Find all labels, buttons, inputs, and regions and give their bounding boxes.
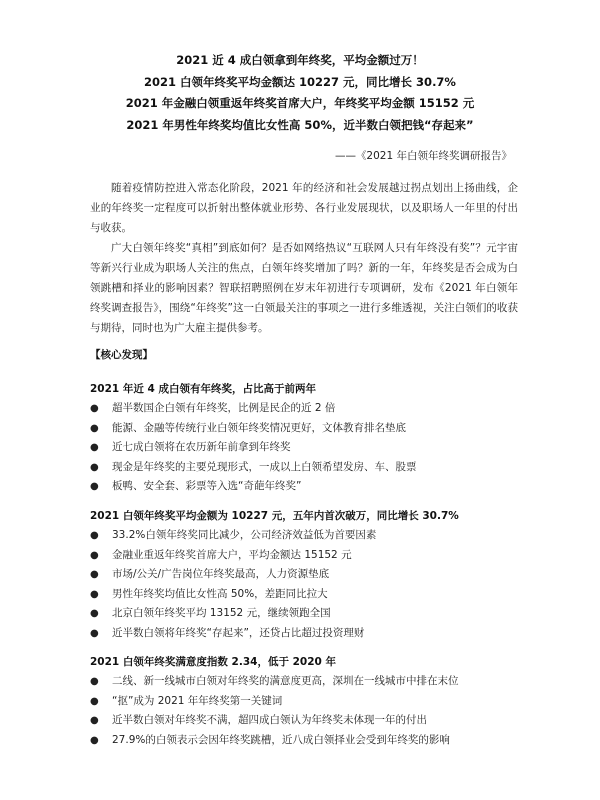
finding-list [90, 399, 417, 497]
list-item [90, 399, 417, 419]
list-item [90, 731, 459, 751]
list-item-text: 33.2%白领年终奖同比减少，公司经济效益低为首要因素 [112, 529, 377, 541]
list-item-text: 金融业重返年终奖首席大户，平均金额达 15152 元 [112, 548, 352, 561]
headline: 2021 年男性年终奖均值比女性高 50%，近半数白领把钱“存起来” [126, 117, 474, 132]
bullet-icon: ● [90, 461, 99, 473]
finding-heading: 2021 白领年终奖平均金额为 10227 元，五年内首次破万，同比增长 30.7% [90, 510, 459, 522]
list-item-text: 近半数白领将年终奖“存起来”，还贷占比超过投资理财 [112, 626, 365, 639]
list-item-text: 二线、新一线城市白领对年终奖的满意度更高，深圳在一线城市中排在末位 [112, 675, 459, 687]
bullet-icon: ● [90, 481, 99, 492]
list-item [90, 546, 376, 566]
intro-paragraph: 随着疫情防控进入常态化阶段，2021 年的经济和社会发展越过拐点划出上扬曲线，企业的年终奖一定程度可以折射出整体就业形势、各行业发展现状，以及职场人一年里的付出与收获。 [90, 182, 518, 234]
list-item [90, 624, 376, 644]
list-item [90, 419, 417, 439]
intro-paragraph: 广大白领年终奖“真相”到底如何？是否如网络热议“互联网人只有年终没有奖”？元宇宙等新兴行业成为职场人关注的焦点，白领年终奖增加了吗？新的一年，年终奖是否会成为白领跳槽和择业的影响因素？智联招聘照例在岁末年初进行专项调研，发布《2021 年白领年终奖调查报告》，围绕“年终奖”这一白领最关注的事项之一进行多维透视，关注白领们的收获与期待，同时也为广大雇主提供参考。 [90, 242, 518, 334]
headline-block [0, 50, 600, 136]
bullet-icon: ● [90, 530, 99, 541]
bullet-icon: ● [90, 588, 99, 600]
list-item-text: 近七成白领将在农历新年前拿到年终奖 [112, 441, 291, 453]
source-attribution: ——《2021 年白领年终奖调研报告》 [334, 150, 512, 162]
list-item-text: 男性年终奖均值比女性高 50%，差距同比拉大 [112, 587, 328, 600]
list-item [90, 458, 417, 478]
list-item-text: 能源、金融等传统行业白领年终奖情况更好，文体教育排名垫底 [112, 421, 406, 434]
list-item [90, 526, 376, 546]
list-item-text: 板鸭、安全套、彩票等入选“奇葩年终奖” [112, 480, 302, 492]
bullet-icon: ● [90, 403, 99, 414]
list-item [90, 692, 459, 712]
section-title: 【核心发现】 [90, 349, 153, 361]
headline: 2021 白领年终奖平均金额达 10227 元，同比增长 30.7% [144, 74, 456, 89]
bullet-icon: ● [90, 608, 99, 619]
bullet-icon: ● [90, 422, 99, 434]
bullet-icon: ● [90, 442, 99, 453]
list-item [90, 711, 459, 731]
list-item-text: 北京白领年终奖平均 13152 元，继续领跑全国 [112, 607, 331, 619]
bullet-icon: ● [90, 627, 99, 639]
list-item [90, 438, 417, 458]
finding-heading: 2021 白领年终奖满意度指数 2.34，低于 2020 年 [90, 656, 336, 668]
list-item-text: 现金是年终奖的主要兑现形式，一成以上白领希望发房、车、股票 [112, 460, 417, 473]
list-item-text: 27.9%的白领表示会因年终奖跳槽，近八成白领择业会受到年终奖的影响 [112, 733, 450, 746]
bullet-icon: ● [90, 549, 99, 561]
list-item-text: 市场/公关/广告岗位年终奖最高，人力资源垫底 [112, 568, 330, 580]
finding-list [90, 526, 376, 643]
list-item [90, 672, 459, 692]
list-item-text: 超半数国企白领有年终奖，比例是民企的近 2 倍 [112, 402, 336, 414]
list-item [90, 477, 417, 497]
list-item-text: “抠”成为 2021 年年终奖第一关键词 [112, 694, 283, 707]
bullet-icon: ● [90, 676, 99, 687]
list-item [90, 585, 376, 605]
list-item [90, 604, 376, 624]
bullet-icon: ● [90, 695, 99, 707]
list-item [90, 565, 376, 585]
bullet-icon: ● [90, 734, 99, 746]
finding-heading: 2021 年近 4 成白领有年终奖，占比高于前两年 [90, 383, 316, 395]
finding-list [90, 672, 459, 750]
bullet-icon: ● [90, 569, 99, 580]
headline: 2021 近 4 成白领拿到年终奖，平均金额过万！ [176, 53, 424, 67]
list-item-text: 近半数白领对年终奖不满，超四成白领认为年终奖未体现一年的付出 [112, 714, 427, 726]
bullet-icon: ● [90, 715, 99, 726]
headline: 2021 年金融白领重返年终奖首席大户，年终奖平均金额 15152 元 [125, 96, 475, 110]
